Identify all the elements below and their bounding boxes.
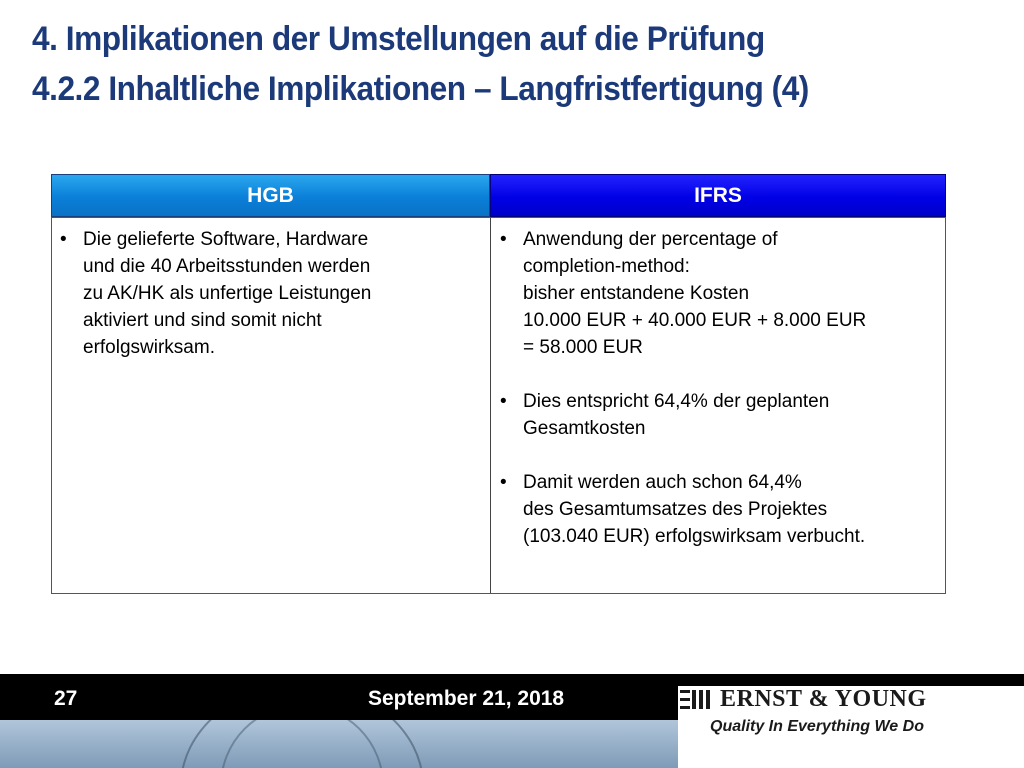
bullet-icon: •	[60, 229, 67, 250]
list-item	[60, 226, 480, 361]
header-hgb: HGB	[51, 174, 490, 217]
ifrs-column	[500, 226, 940, 577]
logo-row	[680, 686, 927, 713]
bullet-icon: •	[500, 229, 507, 250]
list-item	[500, 469, 940, 550]
column-divider	[490, 218, 491, 593]
table-body	[51, 217, 946, 594]
ifrs-bullet-text: Dies entspricht 64,4% der geplanten Gesamtkosten	[523, 391, 830, 439]
list-item	[500, 226, 940, 361]
header-ifrs: IFRS	[490, 174, 946, 217]
slide-title-line-1: 4. Implikationen der Umstellungen auf die Prüfung	[32, 20, 765, 58]
logo-tagline: Quality In Everything We Do	[710, 718, 924, 735]
logo-wordmark: ERNST & YOUNG	[720, 686, 927, 712]
comparison-table	[51, 174, 946, 594]
ernst-young-logo-icon	[680, 688, 714, 712]
slide-date: September 21, 2018	[368, 687, 565, 710]
bullet-icon: •	[500, 391, 507, 412]
list-item	[500, 388, 940, 442]
ifrs-bullet-text: Damit werden auch schon 64,4% des Gesamtumsatzes des Projektes (103.040 EUR) erfolgswirksam verbucht.	[523, 472, 866, 547]
hgb-column	[60, 226, 480, 388]
ifrs-bullet-text: Anwendung der percentage of completion-method: bisher entstandene Kosten 10.000 EUR + 40.000 EUR + 8.000 EUR = 58.000 EUR	[523, 229, 867, 358]
company-logo	[678, 686, 1024, 768]
slide-title-line-2: 4.2.2 Inhaltliche Implikationen – Langfristfertigung (4)	[32, 70, 809, 108]
page-number: 27	[54, 687, 78, 710]
bullet-icon: •	[500, 472, 507, 493]
hgb-bullet-text: Die gelieferte Software, Hardware und die 40 Arbeitsstunden werden zu AK/HK als unfertige Leistungen aktiviert und sind somit nicht erfolgswirksam.	[83, 229, 372, 358]
slide-title	[32, 14, 809, 114]
